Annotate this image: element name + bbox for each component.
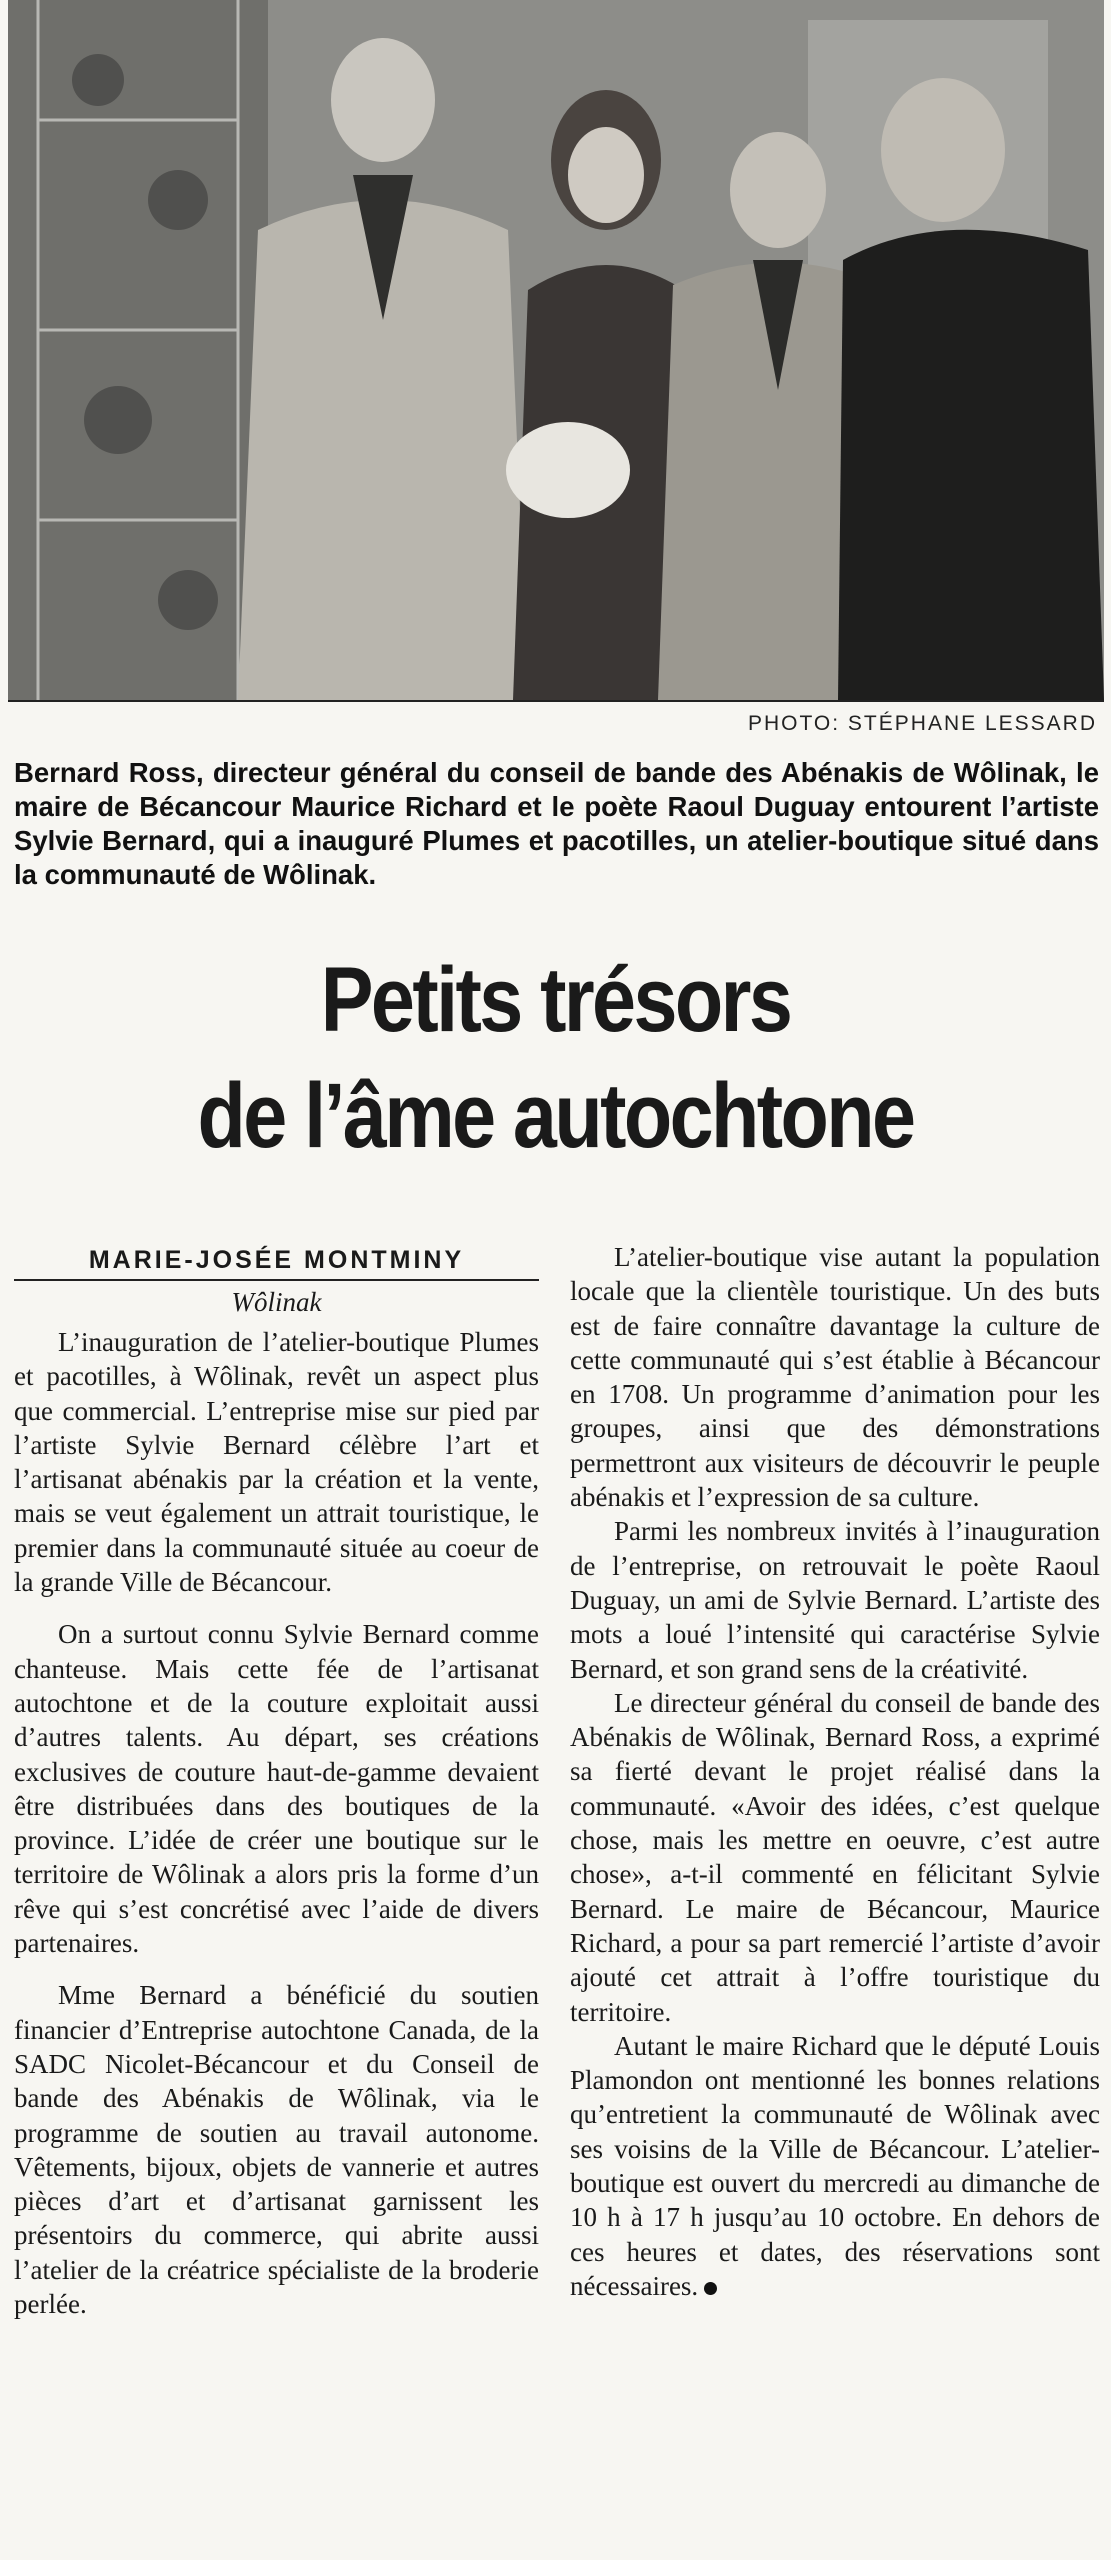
photo-illustration	[8, 0, 1104, 700]
right-column	[570, 1240, 1100, 2303]
paragraph: Mme Bernard a bénéficié du soutien financier d’Entreprise autochtone Canada, de la SADC Nicolet-Bécancour et du Conseil de bande des Abénakis de Wôlinak, via le programme de soutien au travail autonome. Vêtements, bijoux, objets de vannerie et autres pièces d’art et d’artisanat garnissent les présentoirs du commerce, qui abrite aussi l’atelier de la créatrice spécialiste de la broderie perlée.	[14, 1980, 539, 2320]
photo-credit: PHOTO: STÉPHANE LESSARD	[747, 712, 1097, 735]
headline-line-1: Petits trésors	[320, 949, 791, 1051]
byline: MARIE-JOSÉE MONTMINY	[14, 1245, 539, 1281]
article-photo	[8, 0, 1104, 702]
paragraph-last	[570, 2029, 1100, 2303]
paragraph-text: Autant le maire Richard que le député Louis Plamondon ont mentionné les bonnes relations qu’entretient la communauté de Wôlinak avec ses voisins de la Ville de Bécancour. L’atelier-boutique est ouvert du mercredi au dimanche de 10 h à 17 h jusqu’au 10 octobre. En dehors de ces heures et dates, des réservations sont nécessaires.	[570, 2030, 1100, 2301]
dateline: Wôlinak	[231, 1287, 322, 1317]
paragraph: On a surtout connu Sylvie Bernard comme chanteuse. Mais cette fée de l’artisanat autochtone et de la couture exploitait aussi d’autres talents. Au départ, ses créations exclusives de couture haut-de-gamme devaient être distribuées dans des boutiques de la province. L’idée de créer une boutique sur le territoire de Wôlinak a alors pris la forme d’un rêve qui s’est concrétisé avec l’aide de divers partenaires.	[14, 1619, 539, 1959]
paragraph: Le directeur général du conseil de bande des Abénakis de Wôlinak, Bernard Ross, a exprimé sa fierté devant le projet réalisé dans la communauté. «Avoir des idées, c’est quelque chose, mais les mettre en oeuvre, c’est autre chose», a-t-il commenté en félicitant Sylvie Bernard. Le maire de Bécancour, Maurice Richard, a pour sa part remercié l’artiste d’avoir ajouté cet attrait à l’offre touristique du territoire.	[570, 1687, 1100, 2027]
headline	[78, 942, 1033, 1174]
end-of-article-icon	[704, 2282, 717, 2295]
left-column	[14, 1245, 539, 2339]
paragraph: L’inauguration de l’atelier-boutique Plumes et pacotilles, à Wôlinak, revêt un aspect plus que commercial. L’entreprise mise sur pied par l’artiste Sylvie Bernard célèbre l’art et l’artisanat abénakis par la création et la vente, mais se veut également un attrait touristique, le premier dans la communauté située au coeur de la grande Ville de Bécancour.	[14, 1327, 539, 1598]
headline-line-2: de l’âme autochtone	[197, 1065, 914, 1167]
photo-caption: Bernard Ross, directeur général du conseil de bande des Abénakis de Wôlinak, le maire de Bécancour Maurice Richard et le poète Raoul Duguay entourent l’artiste Sylvie Bernard, qui a inauguré Plumes et pacotilles, un atelier-boutique situé dans la communauté de Wôlinak.	[14, 757, 1099, 890]
paragraph: Parmi les nombreux invités à l’inauguration de l’entreprise, on retrouvait le poète Raoul Duguay, un ami de Sylvie Bernard. L’artiste des mots a loué l’intensité qui caractérise Sylvie Bernard, et son grand sens de la créativité.	[570, 1516, 1100, 1684]
paragraph: L’atelier-boutique vise autant la population locale que la clientèle touristique. Un des buts est de faire connaître davantage la culture de cette communauté qui s’est établie à Bécancour en 1708. Un programme d’animation pour les groupes, ainsi que des démonstrations permettront aux visiteurs de découvrir le peuple abénakis et l’expression de sa culture.	[570, 1242, 1100, 1513]
